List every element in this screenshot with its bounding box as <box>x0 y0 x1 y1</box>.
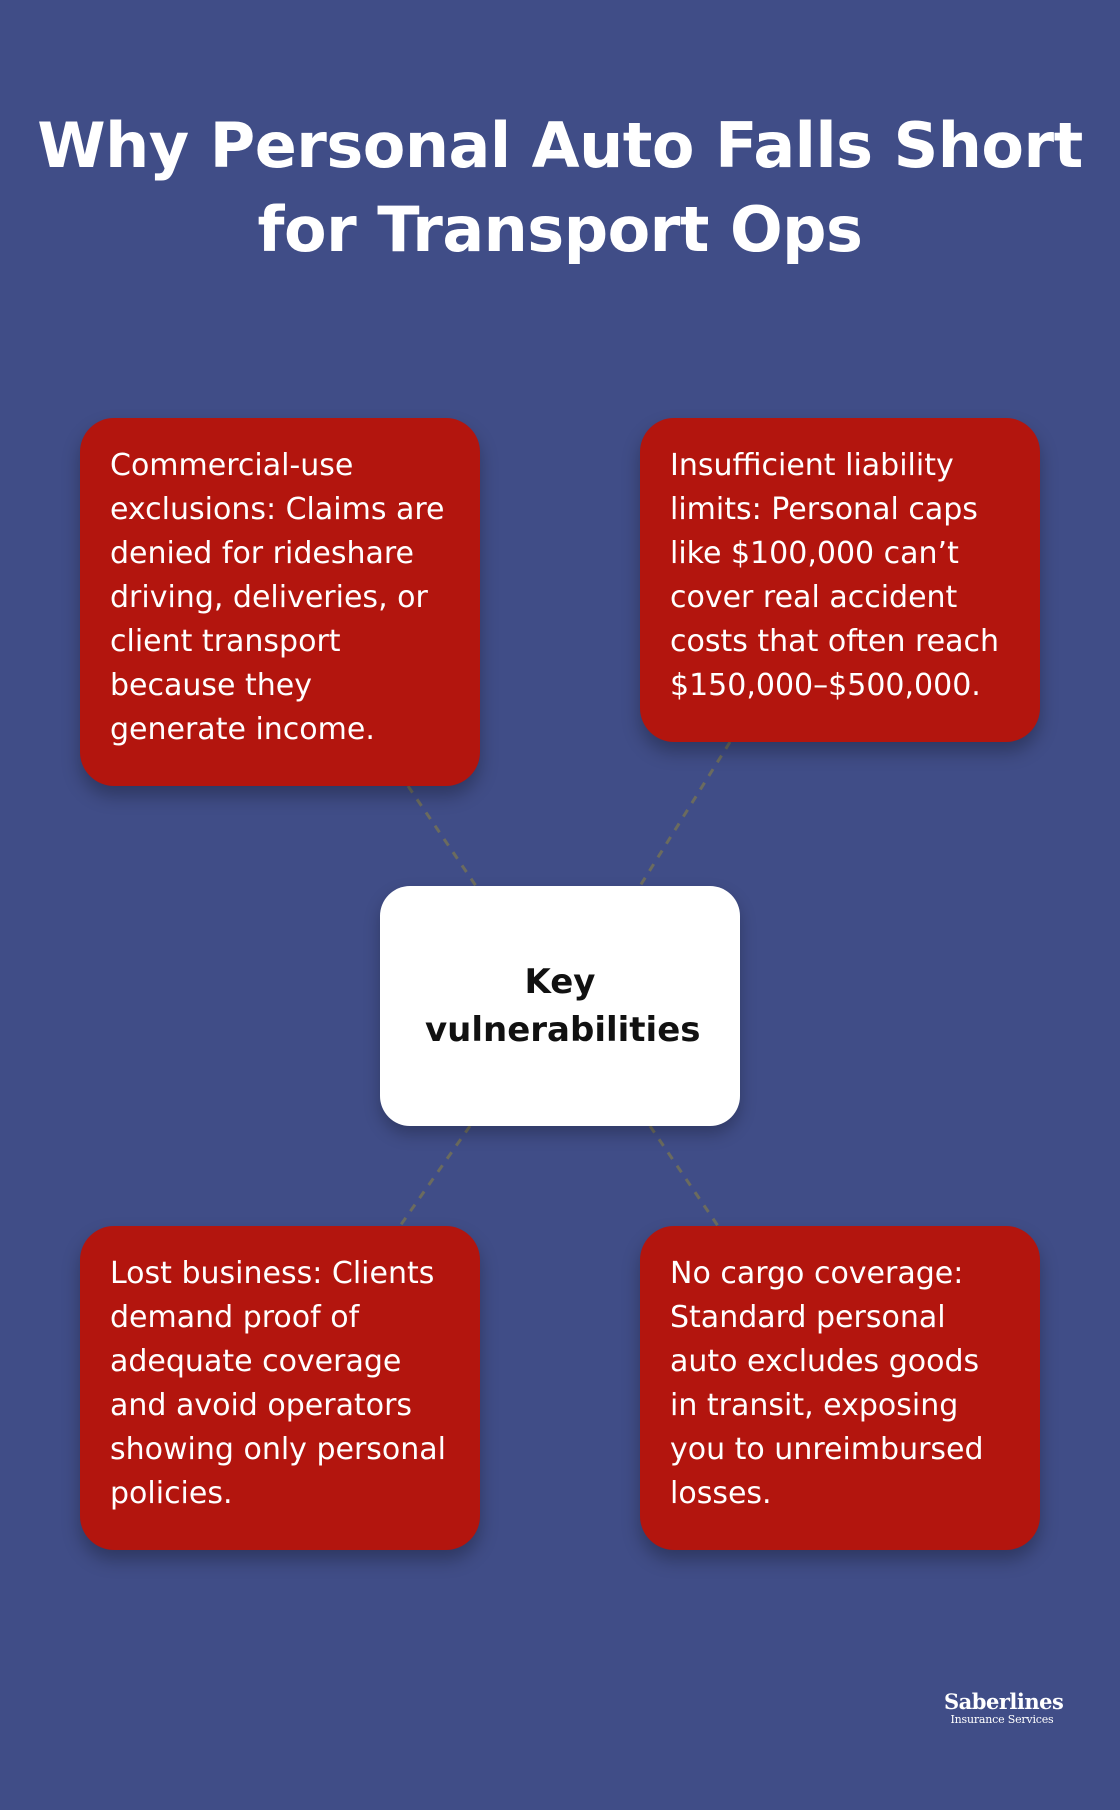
card-insufficient-liability-limits: Insufficient liability limits: Personal caps like $100,000 can’t cover real accident costs that often reach $150,000–$500,000. <box>640 418 1040 742</box>
connector-bottom-left <box>400 1126 470 1226</box>
logo-name: Saberlines <box>944 1689 1064 1714</box>
card-commercial-use-exclusions: Commercial-use exclusions: Claims are denied for rideshare driving, deliveries, or client transport because they generate income. <box>80 418 480 786</box>
brand-logo <box>944 1689 1064 1726</box>
connector-bottom-right <box>650 1126 718 1226</box>
logo-subtitle: Insurance Services <box>950 1713 1054 1726</box>
page-title: Why Personal Auto Falls Short for Transport Ops <box>37 109 1083 266</box>
center-label: Key vulnerabilities <box>425 962 701 1050</box>
connector-top-left <box>408 786 476 886</box>
connector-top-right <box>640 742 730 886</box>
card-lost-business: Lost business: Clients demand proof of adequate coverage and avoid operators showing only personal policies. <box>80 1226 480 1550</box>
card-no-cargo-coverage: No cargo coverage: Standard personal auto excludes goods in transit, exposing you to unreimbursed losses. <box>640 1226 1040 1550</box>
center-node <box>380 886 740 1126</box>
